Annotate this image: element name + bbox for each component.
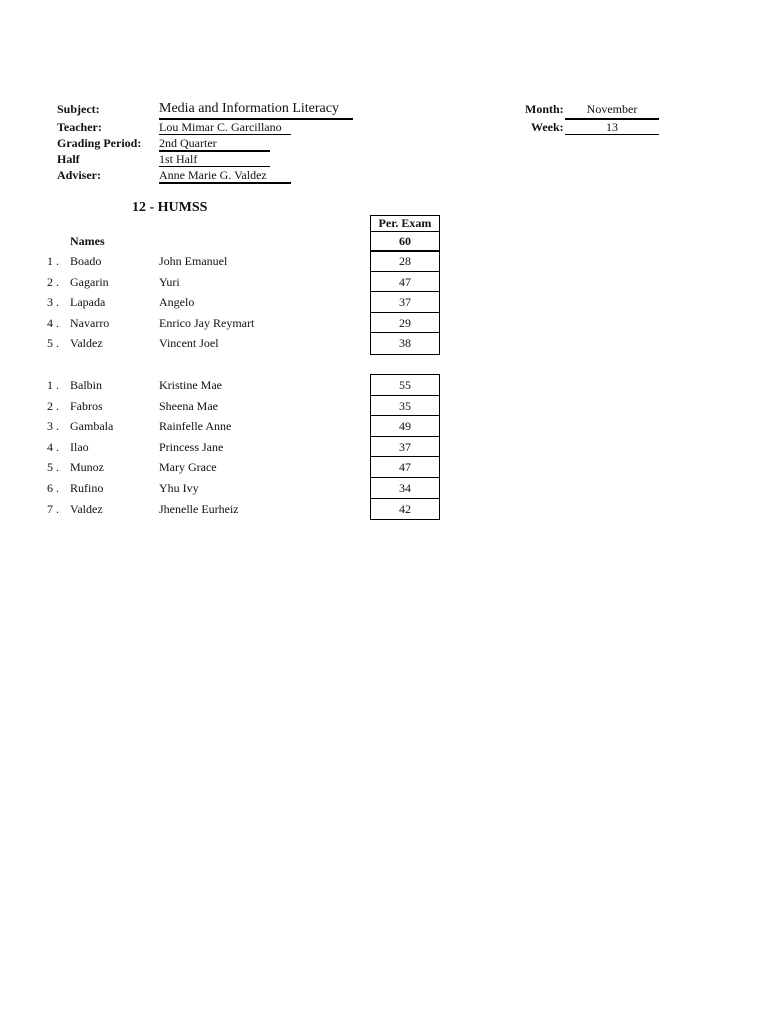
student-first-name: Princess Jane xyxy=(159,439,224,454)
teacher-underline xyxy=(159,134,291,135)
student-first-name: Vincent Joel xyxy=(159,336,219,351)
score-header-box xyxy=(370,215,440,252)
grading-period-label: Grading Period: xyxy=(57,136,142,150)
student-score: 37 xyxy=(371,437,439,458)
student-number: 5 . xyxy=(47,460,59,475)
adviser-underline xyxy=(159,182,291,184)
student-score: 49 xyxy=(371,416,439,437)
student-first-name: Rainfelle Anne xyxy=(159,419,232,434)
grading-period-value: 2nd Quarter xyxy=(159,136,217,150)
student-last-name: Fabros xyxy=(70,398,103,413)
student-last-name: Balbin xyxy=(70,378,102,392)
student-score: 34 xyxy=(371,478,439,499)
per-exam-header: Per. Exam xyxy=(371,216,439,232)
student-number: 6 . xyxy=(47,481,59,495)
week-label: Week: xyxy=(531,120,564,134)
student-last-name: Navarro xyxy=(70,315,110,330)
student-score: 47 xyxy=(371,457,439,478)
subject-label: Subject: xyxy=(57,102,100,116)
student-number: 3 . xyxy=(47,419,59,434)
student-number: 5 . xyxy=(47,336,59,351)
student-number: 7 . xyxy=(47,501,59,516)
student-first-name: Enrico Jay Reymart xyxy=(159,315,255,330)
teacher-value: Lou Mimar C. Garcillano xyxy=(159,120,282,134)
subject-value: Media and Information Literacy xyxy=(159,101,339,116)
week-value: 13 xyxy=(606,120,618,134)
student-last-name: Boado xyxy=(70,254,102,268)
half-value: 1st Half xyxy=(159,152,198,166)
student-score: 37 xyxy=(371,292,439,313)
week-underline xyxy=(565,134,659,135)
total-items: 60 xyxy=(399,234,411,248)
half-label: Half xyxy=(57,152,80,166)
teacher-label: Teacher: xyxy=(57,120,102,134)
month-value: November xyxy=(586,102,638,116)
student-last-name: Ilao xyxy=(70,439,89,454)
section-title: 12 - HUMSS xyxy=(132,200,208,215)
student-number: 1 . xyxy=(47,378,59,392)
student-number: 2 . xyxy=(47,274,59,289)
group-1-scores xyxy=(370,250,440,355)
student-number: 1 . xyxy=(47,254,59,268)
student-last-name: Munoz xyxy=(70,460,104,475)
student-first-name: Yuri xyxy=(159,274,180,289)
student-score: 28 xyxy=(371,251,439,272)
student-last-name: Rufino xyxy=(70,481,104,495)
student-first-name: Yhu Ivy xyxy=(159,481,199,495)
student-score: 47 xyxy=(371,272,439,293)
student-first-name: Sheena Mae xyxy=(159,398,218,413)
student-last-name: Gambala xyxy=(70,419,114,434)
group-2-scores xyxy=(370,374,440,520)
student-number: 3 . xyxy=(47,295,59,310)
student-last-name: Valdez xyxy=(70,336,103,351)
student-last-name: Lapada xyxy=(70,295,106,310)
student-score: 38 xyxy=(399,336,411,351)
student-number: 4 . xyxy=(47,315,59,330)
student-first-name: Jhenelle Eurheiz xyxy=(159,501,239,516)
student-number: 2 . xyxy=(47,398,59,413)
student-score: 29 xyxy=(371,313,439,334)
student-score: 55 xyxy=(371,375,439,396)
student-score: 42 xyxy=(399,501,411,516)
student-last-name: Gagarin xyxy=(70,274,109,289)
student-first-name: Mary Grace xyxy=(159,460,217,475)
adviser-value: Anne Marie G. Valdez xyxy=(159,168,267,182)
student-first-name: Kristine Mae xyxy=(159,378,222,392)
student-number: 4 . xyxy=(47,439,59,454)
student-score: 35 xyxy=(371,396,439,417)
student-first-name: John Emanuel xyxy=(159,254,228,268)
student-first-name: Angelo xyxy=(159,295,195,310)
names-header: Names xyxy=(70,234,105,248)
month-label: Month: xyxy=(525,102,564,116)
adviser-label: Adviser: xyxy=(57,168,101,182)
half-underline xyxy=(159,166,270,167)
student-last-name: Valdez xyxy=(70,501,103,516)
